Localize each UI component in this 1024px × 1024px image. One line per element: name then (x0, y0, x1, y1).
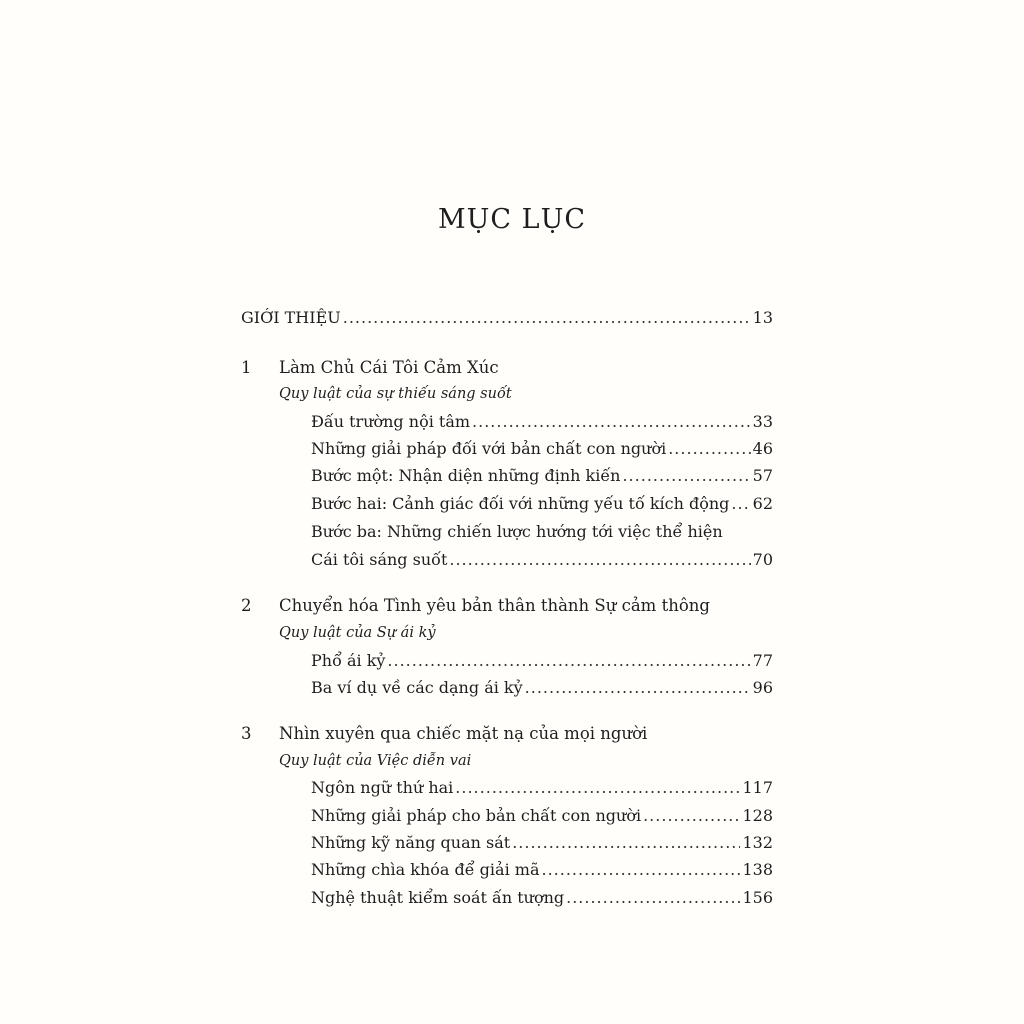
toc-entry-label: Cái tôi sáng suốt (311, 550, 448, 569)
toc-entry[interactable] (311, 412, 773, 431)
chapter-title: Làm Chủ Cái Tôi Cảm Xúc (279, 358, 499, 377)
dot-leader (455, 778, 740, 797)
toc-entry-label: Những giải pháp cho bản chất con người (311, 806, 642, 825)
toc-entry-label: GIỚI THIỆU (241, 308, 341, 327)
toc-entry-label: Bước hai: Cảnh giác đối với những yếu tố kích động (311, 494, 730, 513)
chapter-title: Chuyển hóa Tình yêu bản thân thành Sự cảm thông (279, 596, 710, 615)
toc-page-number: 70 (752, 550, 773, 569)
toc-page-number: 57 (752, 466, 773, 485)
toc-entry[interactable] (311, 494, 773, 513)
toc-entry-label: Bước ba: Những chiến lược hướng tới việc thể hiện (311, 522, 723, 541)
dot-leader (512, 833, 740, 852)
chapter-number: 1 (241, 358, 252, 377)
chapter-law: Quy luật của sự thiếu sáng suốt (279, 386, 512, 402)
chapter-heading[interactable] (241, 358, 499, 377)
toc-page-number: 132 (742, 833, 773, 852)
toc-entry-label: Ngôn ngữ thứ hai (311, 778, 454, 797)
toc-entry-label: Những giải pháp đối với bản chất con người (311, 439, 667, 458)
chapter-heading[interactable] (241, 596, 710, 615)
chapter-heading[interactable] (241, 724, 647, 743)
chapter-number: 3 (241, 724, 252, 743)
toc-entry[interactable] (311, 550, 773, 569)
dot-leader (525, 678, 751, 697)
toc-page-number: 77 (752, 651, 773, 670)
dot-leader (566, 888, 740, 907)
dot-leader (387, 651, 750, 670)
toc-entry-label: Đấu trường nội tâm (311, 412, 471, 431)
toc-page-number: 46 (752, 439, 773, 458)
toc-entry[interactable] (311, 466, 773, 485)
toc-page-number: 96 (752, 678, 773, 697)
chapter-title: Nhìn xuyên qua chiếc mặt nạ của mọi người (279, 724, 648, 743)
dot-leader (343, 308, 751, 327)
dot-leader (622, 466, 750, 485)
toc-page-number: 33 (752, 412, 773, 431)
toc-entry-intro[interactable] (241, 308, 773, 327)
toc-entry[interactable] (311, 806, 773, 825)
dot-leader (731, 494, 750, 513)
toc-entry-label: Ba ví dụ về các dạng ái kỷ (311, 678, 523, 697)
chapter-number: 2 (241, 596, 252, 615)
toc-entry[interactable] (311, 778, 773, 797)
dot-leader (449, 550, 750, 569)
chapter-law: Quy luật của Việc diễn vai (279, 753, 472, 769)
chapter-law: Quy luật của Sự ái kỷ (279, 625, 436, 641)
toc-page-number: 138 (742, 860, 773, 879)
dot-leader (643, 806, 740, 825)
toc-entry-label: Bước một: Nhận diện những định kiến (311, 466, 621, 485)
toc-entry-label: Phổ ái kỷ (311, 651, 386, 670)
toc-entry[interactable] (311, 651, 773, 670)
dot-leader (668, 439, 750, 458)
toc-page-number: 156 (742, 888, 773, 907)
toc-entry-label: Những chìa khóa để giải mã (311, 860, 540, 879)
toc-page-number: 117 (742, 778, 773, 797)
toc-entry[interactable] (311, 833, 773, 852)
dot-leader (472, 412, 751, 431)
toc-entry[interactable] (311, 439, 773, 458)
toc-entry[interactable] (311, 888, 773, 907)
toc-entry-label: Những kỹ năng quan sát (311, 833, 511, 852)
page-title: MỤC LỤC (438, 204, 586, 236)
toc-page-number: 13 (752, 308, 773, 327)
toc-page-number: 62 (752, 494, 773, 513)
toc-entry-label: Nghệ thuật kiểm soát ấn tượng (311, 888, 565, 907)
toc-entry-continued[interactable] (311, 522, 723, 541)
toc-entry[interactable] (311, 860, 773, 879)
toc-entry[interactable] (311, 678, 773, 697)
toc-page-number: 128 (742, 806, 773, 825)
dot-leader (542, 860, 741, 879)
